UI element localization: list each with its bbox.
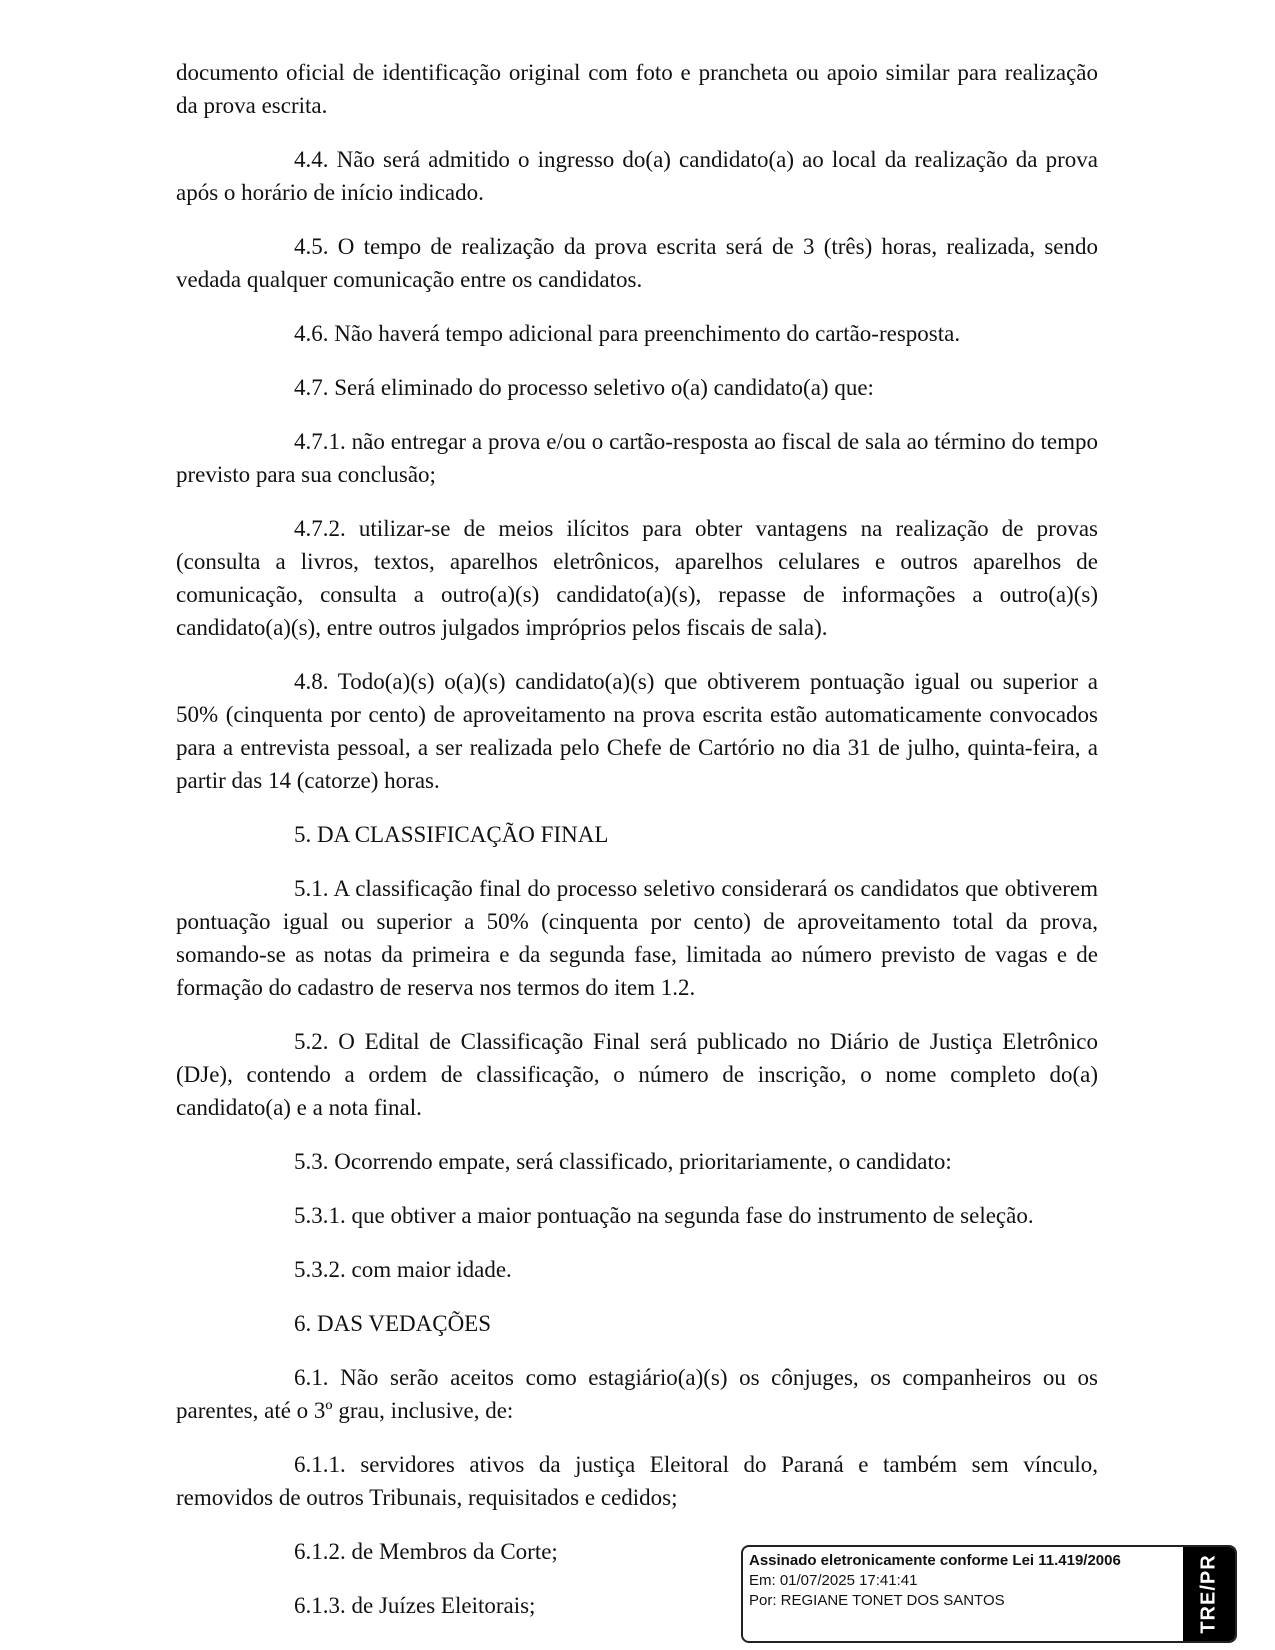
paragraph-6-1-3: 6.1.3. de Juízes Eleitorais; — [294, 1593, 536, 1618]
paragraph-6-1-1: 6.1.1. servidores ativos da justiça Eleitoral do Paraná e também sem vínculo, removidos de outros Tribunais, requisitados e cedidos; — [176, 1452, 1098, 1510]
paragraph-5-2: 5.2. O Edital de Classificação Final será publicado no Diário de Justiça Eletrônico (DJe), contendo a ordem de classificação, o número de inscrição, o nome completo do(a) candidato(a) e a nota final. — [176, 1029, 1098, 1120]
signature-stamp — [741, 1545, 1237, 1643]
signature-stamp-text — [749, 1551, 1169, 1611]
paragraph-4-6: 4.6. Não haverá tempo adicional para preenchimento do cartão-resposta. — [294, 321, 961, 346]
paragraph-4-7: 4.7. Será eliminado do processo seletivo o(a) candidato(a) que: — [294, 375, 874, 400]
document-body — [176, 56, 1098, 1643]
paragraph-continuation: documento oficial de identificação original com foto e prancheta ou apoio similar para realização da prova escrita. — [176, 60, 1098, 118]
paragraph-6-1-2: 6.1.2. de Membros da Corte; — [294, 1539, 558, 1564]
paragraph-5-1: 5.1. A classificação final do processo seletivo considerará os candidatos que obtiverem pontuação igual ou superior a 50% (cinquenta por cento) de aproveitamento total da prova, somando-se as notas da primeira e da segunda fase, limitada ao número previsto de vagas e de formação do cadastro de reserva nos termos do item 1.2. — [176, 876, 1098, 1000]
tre-pr-badge-label: TRE/PR — [1197, 1554, 1220, 1634]
signature-stamp-signer: Por: REGIANE TONET DOS SANTOS — [749, 1592, 1005, 1609]
paragraph-4-7-2: 4.7.2. utilizar-se de meios ilícitos para obter vantagens na realização de provas (consulta a livros, textos, aparelhos eletrônicos, aparelhos celulares e outros aparelhos de comunicação, consulta a outro(a)(s) candidato(a)(s), repasse de informações a outro(a)(s) candidato(a)(s), entre outros julgados impróprios pelos fiscais de sala). — [176, 516, 1098, 640]
paragraph-4-5: 4.5. O tempo de realização da prova escrita será de 3 (três) horas, realizada, sendo vedada qualquer comunicação entre os candidatos. — [176, 234, 1098, 292]
paragraph-5-3-2: 5.3.2. com maior idade. — [294, 1257, 512, 1282]
paragraph-5-3-1: 5.3.1. que obtiver a maior pontuação na segunda fase do instrumento de seleção. — [294, 1203, 1034, 1228]
section-heading-6: 6. DAS VEDAÇÕES — [294, 1311, 492, 1336]
paragraph-6-1: 6.1. Não serão aceitos como estagiário(a)(s) os cônjuges, os companheiros ou os parentes, até o 3º grau, inclusive, de: — [176, 1365, 1098, 1423]
section-heading-5: 5. DA CLASSIFICAÇÃO FINAL — [294, 822, 609, 847]
paragraph-4-7-1: 4.7.1. não entregar a prova e/ou o cartão-resposta ao fiscal de sala ao término do tempo previsto para sua conclusão; — [176, 429, 1098, 487]
signature-stamp-title: Assinado eletronicamente conforme Lei 11.419/2006 — [749, 1552, 1121, 1569]
paragraph-5-3: 5.3. Ocorrendo empate, será classificado, prioritariamente, o candidato: — [294, 1149, 952, 1174]
paragraph-4-4: 4.4. Não será admitido o ingresso do(a) candidato(a) ao local da realização da prova após o horário de início indicado. — [176, 147, 1098, 205]
tre-pr-badge — [1183, 1547, 1235, 1641]
paragraph-4-8: 4.8. Todo(a)(s) o(a)(s) candidato(a)(s) que obtiverem pontuação igual ou superior a 50% (cinquenta por cento) de aproveitamento na prova escrita estão automaticamente convocados para a entrevista pessoal, a ser realizada pelo Chefe de Cartório no dia 31 de julho, quinta-feira, a partir das 14 (catorze) horas. — [176, 669, 1098, 793]
signature-stamp-date: Em: 01/07/2025 17:41:41 — [749, 1572, 918, 1589]
